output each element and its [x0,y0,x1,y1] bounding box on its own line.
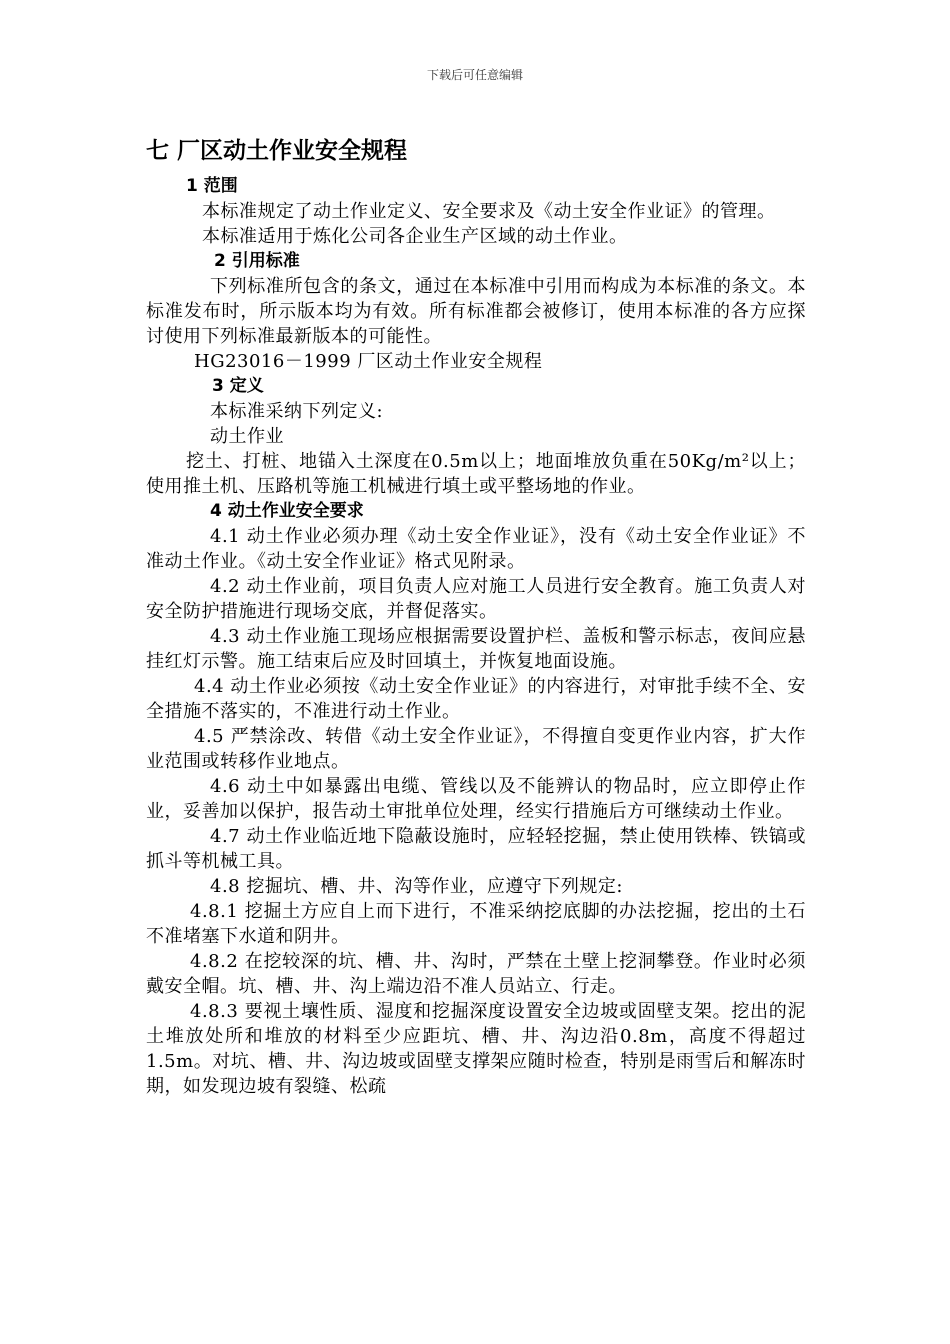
header-note: 下载后可任意编辑 [426,68,523,82]
clause-4-6: 4.6 动土中如暴露出电缆、管线以及不能辨认的物品时，应立即停止作业，妥善加以保护，报告动土审批单位处理，经实行措施后方可继续动土作业。 [146,776,806,822]
paragraph: 下列标准所包含的条文，通过在本标准中引用而构成为本标准的条文。本标准发布时，所示版本均为有效。所有标准都会被修订，使用本标准的各方应探讨使用下列标准最新版本的可能性。 [146,276,806,347]
clause-4-7: 4.7 动土作业临近地下隐蔽设施时，应轻轻挖掘，禁止使用铁棒、铁镐或抓斗等机械工具。 [146,826,806,872]
paragraph: 本标准采纳下列定义: [210,401,384,422]
clause-4-8: 4.8 挖掘坑、槽、井、沟等作业，应遵守下列规定: [210,876,623,897]
paragraph: 本标准适用于炼化公司各企业生产区域的动土作业。 [202,226,628,247]
paragraph: 本标准规定了动土作业定义、安全要求及《动土安全作业证》的管理。 [202,201,776,222]
clause-4-8-1: 4.8.1 挖掘土方应自上而下进行，不准采纳挖底脚的办法挖掘，挖出的土石不准堵塞下水道和阴井。 [146,901,806,947]
clause-4-8-3: 4.8.3 要视土壤性质、湿度和挖掘深度设置安全边坡或固壁支架。挖出的泥土堆放处所和堆放的材料至少应距坑、槽、井、沟边沿0.8m，高度不得超过1.5m。对坑、槽、井、沟边坡或固壁支撑架应随时检查，特别是雨雪后和解冻时期，如发现边坡有裂缝、松疏 [146,1001,806,1097]
clause-4-8-2: 4.8.2 在挖较深的坑、槽、井、沟时，严禁在土壁上挖洞攀登。作业时必须戴安全帽。坑、槽、井、沟上端边沿不准人员站立、行走。 [146,951,806,997]
paragraph: 挖土、打桩、地锚入土深度在0.5m以上；地面堆放负重在50Kg/m²以上；使用推土机、压路机等施工机械进行填土或平整场地的作业。 [146,451,806,497]
section-heading-scope: 1 范围 [186,176,238,196]
section-heading-requirements: 4 动土作业安全要求 [210,501,364,521]
document-body [146,136,806,1099]
clause-4-1: 4.1 动土作业必须办理《动土安全作业证》，没有《动土安全作业证》不准动土作业。《动土安全作业证》格式见附录。 [146,526,806,572]
section-heading-definitions: 3 定义 [212,376,264,396]
paragraph: 动土作业 [210,426,284,447]
clause-4-5: 4.5 严禁涂改、转借《动土安全作业证》，不得擅自变更作业内容，扩大作业范围或转移作业地点。 [146,726,806,772]
clause-4-4: 4.4 动土作业必须按《动土安全作业证》的内容进行，对审批手续不全、安全措施不落实的，不准进行动土作业。 [146,676,806,722]
paragraph: HG23016－1999 厂区动土作业安全规程 [194,351,543,372]
page-title: 七 厂区动土作业安全规程 [146,138,408,164]
clause-4-2: 4.2 动土作业前，项目负责人应对施工人员进行安全教育。施工负责人对安全防护措施进行现场交底，并督促落实。 [146,576,806,622]
clause-4-3: 4.3 动土作业施工现场应根据需要设置护栏、盖板和警示标志，夜间应悬挂红灯示警。施工结束后应及时回填土，并恢复地面设施。 [146,626,806,672]
section-heading-references: 2 引用标准 [214,251,300,271]
